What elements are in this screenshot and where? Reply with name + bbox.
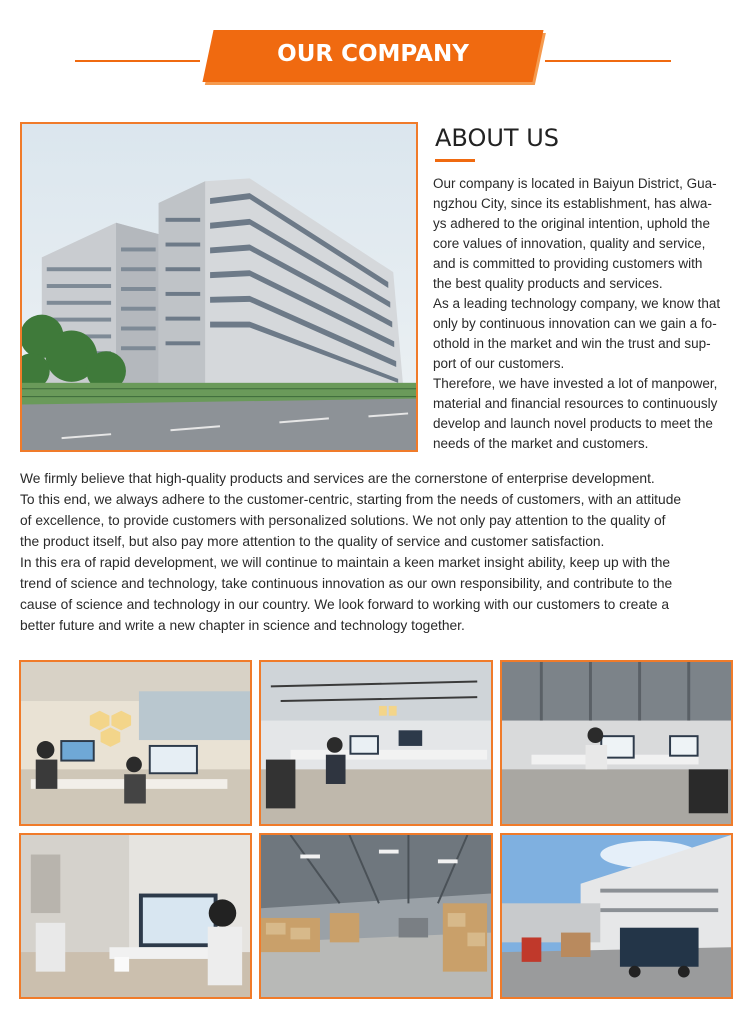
office-photo-1 (19, 660, 252, 826)
about-paragraph: Our company is located in Baiyun District, Gua- ngzhou City, since its establishment, has alwa- ys adhered to the original intention, uphold the core values of innovation, quality and service, and is committed to providing customers with the best quality products and services. (433, 176, 717, 291)
company-description (20, 468, 735, 636)
office-photo-4 (19, 833, 252, 999)
about-title: ABOUT US (435, 124, 560, 152)
body-paragraph: In this era of rapid development, we will continue to maintain a keen market insight ability, keep up with the trend of science and technology, take continuous innovation as our own responsibility, and contribute to the cause of science and technology in our country. We look forward to working with our customers to create a better future and write a new chapter in science and technology together. (20, 555, 673, 633)
office-photo-3 (500, 660, 733, 826)
about-title-underline (435, 159, 475, 162)
section-header (0, 0, 750, 110)
loading-dock-photo (500, 833, 733, 999)
warehouse-photo (259, 833, 493, 999)
body-paragraph: To this end, we always adhere to the customer-centric, starting from the needs of customers, with an attitude of excellence, to provide customers with personalized solutions. We not only pay attention to the quality of the product itself, but also pay more attention to the quality of service and customer satisfaction. (20, 492, 682, 549)
body-paragraph: We firmly believe that high-quality products and services are the cornerstone of enterprise development. (20, 471, 655, 486)
building-photo (20, 122, 418, 452)
about-paragraph: Therefore, we have invested a lot of manpower, material and financial resources to continuously develop and launch novel products to meet the needs of the market and customers. (433, 376, 718, 451)
header-divider-right (545, 60, 671, 62)
about-paragraph: As a leading technology company, we know that only by continuous innovation can we gain a fo- othold in the market and win the trust and sup- port of our customers. (433, 296, 721, 371)
page-title: OUR COMPANY (277, 41, 469, 67)
header-divider-left (75, 60, 200, 62)
about-text (433, 174, 731, 454)
office-photo-2 (259, 660, 493, 826)
